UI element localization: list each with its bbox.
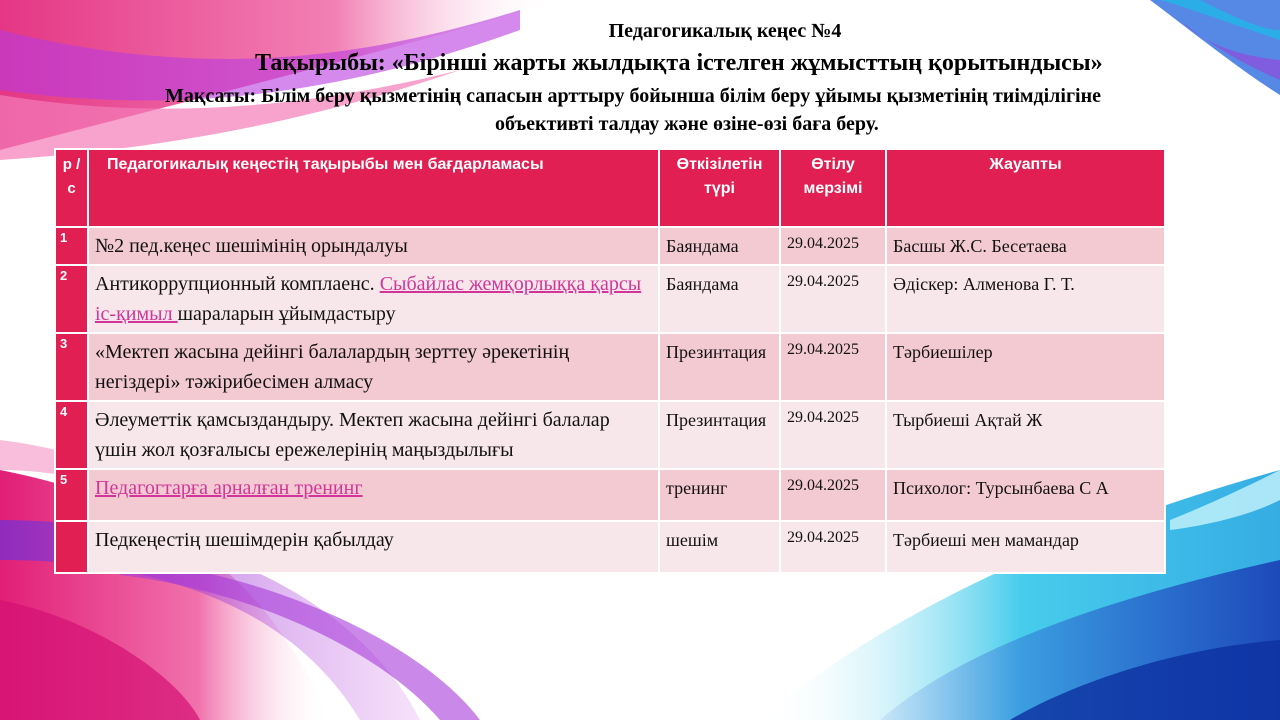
row-responsible: Әдіскер: Алменова Г. Т. (886, 265, 1165, 333)
row-responsible: Психолог: Турсынбаева С А (886, 469, 1165, 521)
row-date: 29.04.2025 (780, 469, 886, 521)
slide-topic: Тақырыбы: «Бірінші жарты жылдықта істелген жұмысттың қорытындысы» (255, 50, 1103, 76)
table-row (55, 521, 1165, 573)
row-number: 1 (55, 227, 88, 265)
row-responsible: Басшы Ж.С. Бесетаева (886, 227, 1165, 265)
slide-goal (165, 82, 1280, 138)
row-type: Баяндама (659, 265, 780, 333)
training-link[interactable]: Педагогтарға арналған тренинг (95, 477, 363, 499)
row-number: 3 (55, 333, 88, 401)
row-title (88, 265, 659, 333)
row-type: Презинтация (659, 333, 780, 401)
col-header-date: Өтілу мерзімі (780, 149, 886, 227)
col-header-type: Өткізілетін түрі (659, 149, 780, 227)
row-title: Әлеуметтік қамсыздандыру. Мектеп жасына дейінгі балалар үшін жол қозғалысы ережелерінің маңыздылығы (88, 401, 659, 469)
row-date: 29.04.2025 (780, 227, 886, 265)
slide-title: Педагогикалық кеңес №4 (608, 20, 842, 42)
row-responsible: Тәрбиешілер (886, 333, 1165, 401)
goal-line-1: Мақсаты: Білім беру қызметінің сапасын арттыру бойынша білім беру ұйымы қызметінің тиімділігіне (165, 85, 1101, 107)
row-date: 29.04.2025 (780, 265, 886, 333)
row-title (88, 469, 659, 521)
goal-line-2: объективті талдау және өзіне-өзі баға беру. (495, 113, 879, 135)
row-date: 29.04.2025 (780, 333, 886, 401)
table-row (55, 333, 1165, 401)
table-row (55, 265, 1165, 333)
row-number (55, 521, 88, 573)
col-header-responsible: Жауапты (886, 149, 1165, 227)
table-header-row (55, 149, 1165, 227)
col-header-title: Педагогикалық кеңестің тақырыбы мен бағдарламасы (88, 149, 659, 227)
table-row (55, 401, 1165, 469)
anticorruption-link[interactable]: Сыбайлас жемқорлыққа қарсы іс-қимыл (95, 273, 642, 325)
row-number: 5 (55, 469, 88, 521)
row-type: Презинтация (659, 401, 780, 469)
row-type: шешім (659, 521, 780, 573)
row-number: 4 (55, 401, 88, 469)
col-header-num: р / с (55, 149, 88, 227)
row-date: 29.04.2025 (780, 521, 886, 573)
table-row (55, 469, 1165, 521)
row-title: Педкеңестің шешімдерін қабылдау (88, 521, 659, 573)
row-responsible: Тырбиеші Ақтай Ж (886, 401, 1165, 469)
row-title-rest: шараларын ұйымдастыру (177, 303, 396, 325)
row-title: «Мектеп жасына дейінгі балалардың зерттеу әрекетінің негіздері» тәжірибесімен алмасу (88, 333, 659, 401)
table-row (55, 227, 1165, 265)
row-title-text: Антикоррупционный комплаенс. (95, 273, 380, 295)
row-responsible: Тәрбиеші мен мамандар (886, 521, 1165, 573)
row-date: 29.04.2025 (780, 401, 886, 469)
row-type: тренинг (659, 469, 780, 521)
council-plan-table (54, 148, 1166, 574)
row-title: №2 пед.кеңес шешімінің орындалуы (88, 227, 659, 265)
row-number: 2 (55, 265, 88, 333)
row-type: Баяндама (659, 227, 780, 265)
